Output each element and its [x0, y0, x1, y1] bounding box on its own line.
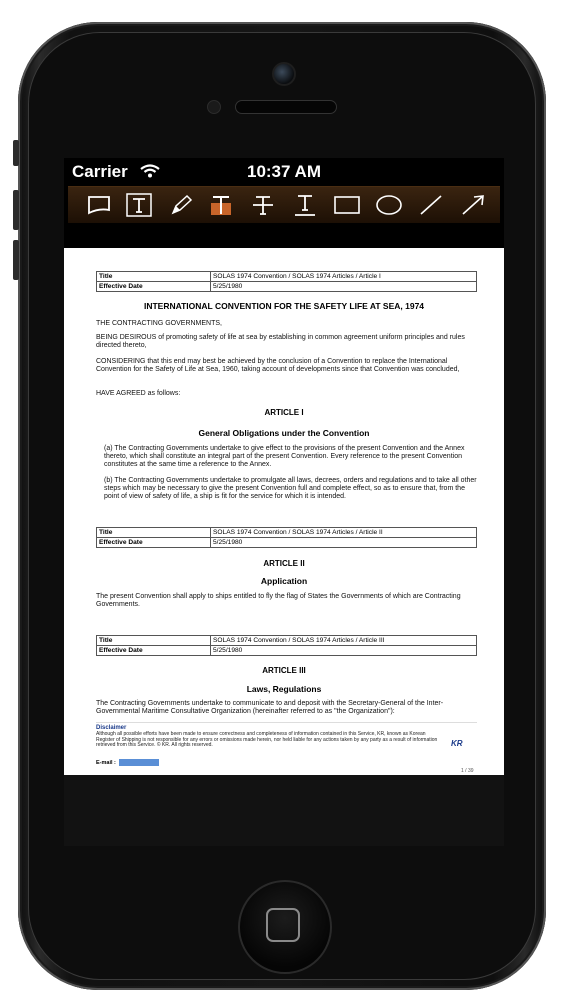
effective-date-value: 5/25/1980: [211, 282, 477, 292]
arrow-icon[interactable]: [458, 191, 488, 219]
effective-date-label: Effective Date: [97, 538, 211, 548]
note-icon[interactable]: [84, 191, 114, 219]
effective-date-value: 5/25/1980: [211, 538, 477, 548]
home-button-icon: [266, 908, 300, 942]
article-heading: ARTICLE I: [264, 408, 304, 417]
page-number: 1 / 39: [461, 768, 474, 774]
effective-date-label: Effective Date: [97, 282, 211, 292]
title-value: SOLAS 1974 Convention / SOLAS 1974 Articles / Article II: [211, 528, 477, 538]
effective-date-label: Effective Date: [97, 646, 211, 656]
title-value: SOLAS 1974 Convention / SOLAS 1974 Articles / Article III: [211, 636, 477, 646]
article-paragraph: The present Convention shall apply to ships entitled to fly the flag of States the Governments of which are Contracting Governments.: [96, 593, 461, 608]
earpiece-speaker: [235, 100, 337, 114]
document-meta-table: [96, 527, 477, 548]
document-page[interactable]: [64, 248, 504, 775]
volume-down-button: [13, 240, 19, 280]
status-bar: [64, 158, 504, 186]
article-paragraph: The Contracting Governments undertake to communicate to and deposit with the Secretary-General of the Inter-Governmental Maritime Consultative Organization (hereinafter referred to as "the Organization"):: [96, 700, 444, 715]
preamble-paragraph: BEING DESIROUS of promoting safety of life at sea by establishing in common agreement uniform principles and rules directed thereto,: [96, 334, 465, 349]
disclaimer-text: Although all possible efforts have been made to ensure correctness and completeness of information contained in this Service, KR, known as Korean Register of Shipping is not responsible for any errors or omissions made herein, nor held liable for any actions taken by any party as a result of information retrieved from this Service. © KR. All rights reserved.: [96, 731, 438, 749]
document-meta-table: [96, 271, 477, 292]
article-subheading: General Obligations under the Convention: [198, 428, 370, 438]
screen-bottom-area: [64, 775, 504, 846]
title-value: SOLAS 1974 Convention / SOLAS 1974 Articles / Article I: [211, 272, 477, 282]
preamble-line: THE CONTRACTING GOVERNMENTS,: [96, 320, 223, 327]
main-heading: INTERNATIONAL CONVENTION FOR THE SAFETY LIFE AT SEA, 1974: [143, 301, 425, 311]
article-paragraph: (b) The Contracting Governments undertake to promulgate all laws, decrees, orders and regulations and to take all other steps which may be necessary to give the present Convention full and complete effect, so as to ensure that, from the point of view of safety of life, a ship is fit for the service for which it is intended.: [104, 477, 477, 500]
clock: 10:37 AM: [246, 162, 321, 181]
title-label: Title: [97, 272, 211, 282]
annotation-toolbar: [68, 186, 500, 223]
document-meta-table: [96, 635, 477, 656]
kr-logo: KR: [451, 739, 463, 748]
highlight-text-icon[interactable]: [206, 191, 236, 219]
volume-up-button: [13, 190, 19, 230]
article-heading: ARTICLE II: [263, 559, 305, 568]
footer-divider: [96, 722, 477, 723]
circle-icon[interactable]: [374, 191, 404, 219]
line-icon[interactable]: [416, 191, 446, 219]
disclaimer-title: Disclaimer: [96, 725, 127, 731]
article-paragraph: (a) The Contracting Governments undertake to give effect to the provisions of the present Convention and the Annex thereto, which shall constitute an integral part of the present Convention. Every reference to the present Convention constitutes at the same time a reference to the Annex.: [104, 445, 465, 468]
article-heading: ARTICLE III: [262, 666, 306, 675]
screen: [64, 158, 504, 846]
mute-switch: [13, 140, 19, 166]
proximity-sensor: [207, 100, 221, 114]
strikethrough-text-icon[interactable]: [248, 191, 278, 219]
email-label: E-mail :: [96, 760, 116, 766]
title-label: Title: [97, 636, 211, 646]
carrier-label: Carrier: [72, 162, 128, 181]
article-subheading: Laws, Regulations: [246, 684, 322, 694]
text-box-icon[interactable]: [124, 191, 154, 219]
title-label: Title: [97, 528, 211, 538]
front-camera: [272, 62, 296, 86]
article-subheading: Application: [260, 576, 308, 586]
rectangle-icon[interactable]: [332, 191, 362, 219]
effective-date-value: 5/25/1980: [211, 646, 477, 656]
underline-text-icon[interactable]: [290, 191, 320, 219]
email-link[interactable]: [119, 759, 159, 766]
pencil-icon[interactable]: [166, 191, 196, 219]
preamble-line: HAVE AGREED as follows:: [96, 390, 181, 397]
preamble-paragraph: CONSIDERING that this end may best be achieved by the conclusion of a Convention to replace the International Convention for the Safety of Life at Sea, 1960, taking account of developments since that Convention was concluded,: [96, 358, 460, 373]
